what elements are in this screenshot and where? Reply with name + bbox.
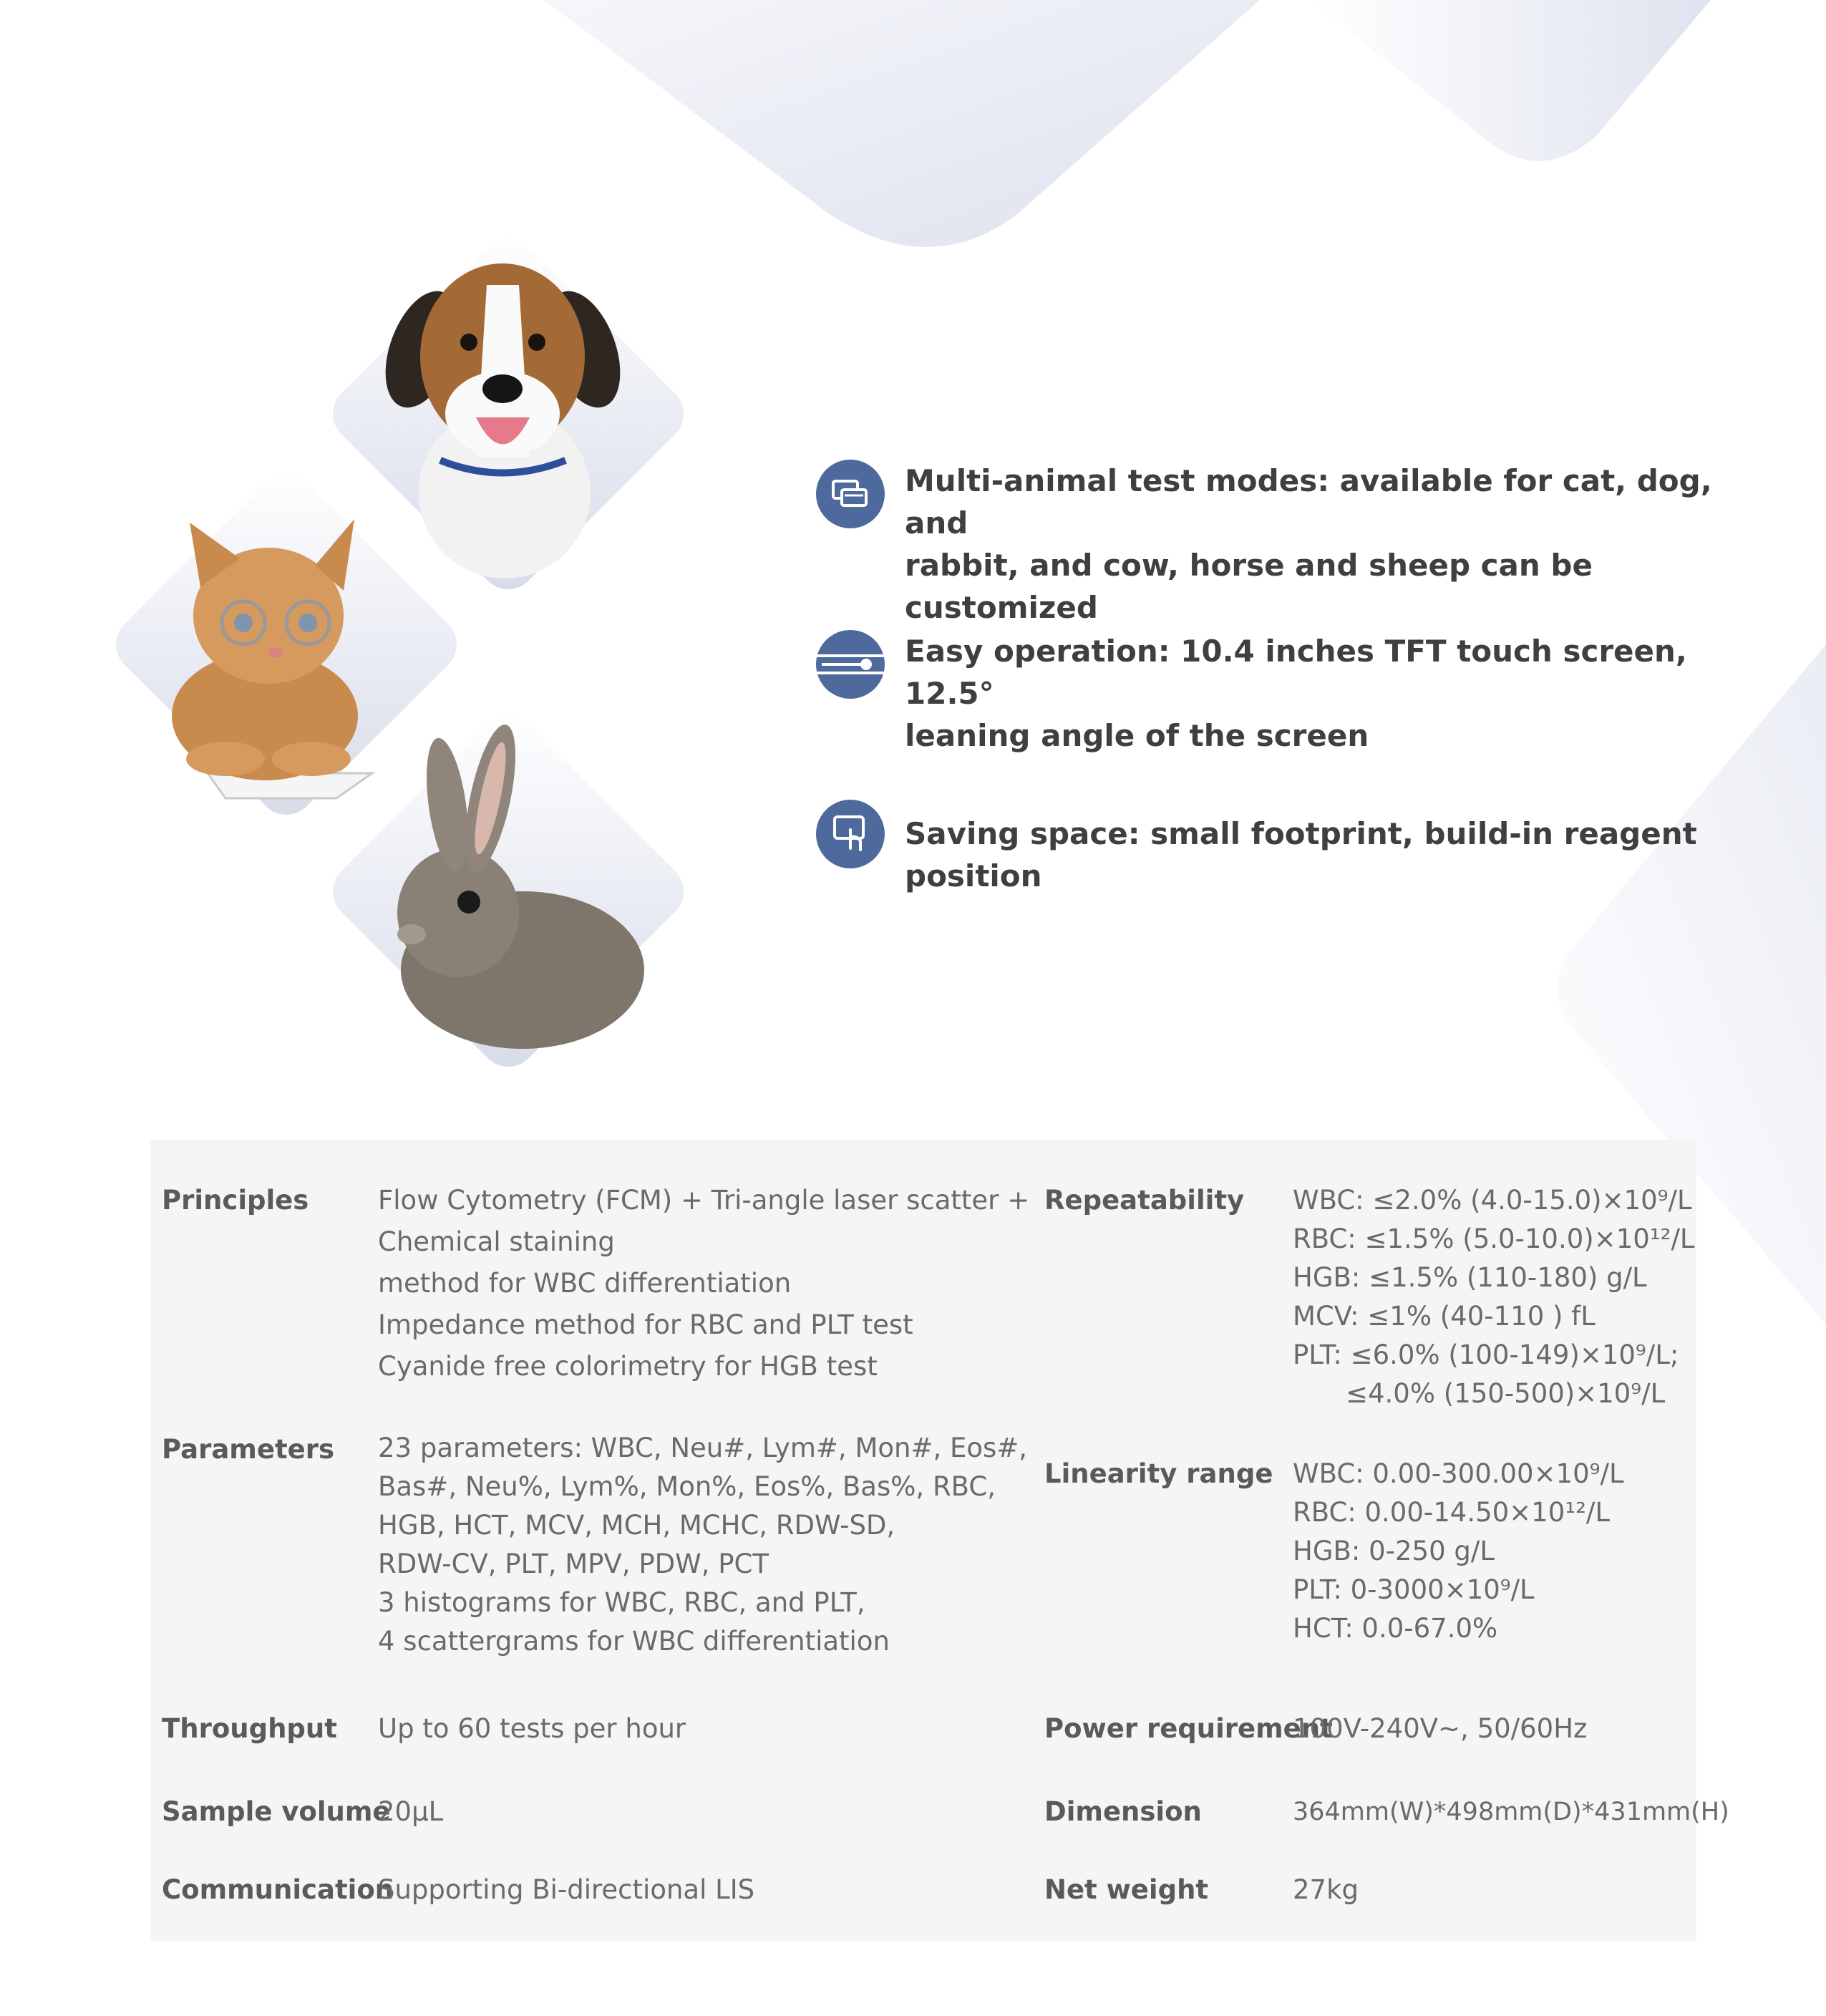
- spec-label-sample-volume: Sample volume: [162, 1796, 391, 1827]
- spec-value-communication: [378, 1869, 754, 1911]
- spec-label-principles: Principles: [162, 1185, 309, 1216]
- spec-line: 100V-240V~, 50/60Hz: [1293, 1713, 1588, 1744]
- feature-line: Multi-animal test modes: available for cat, dog, and: [905, 463, 1712, 541]
- feature-text: [905, 460, 1728, 629]
- spec-value-net-weight: [1293, 1869, 1359, 1911]
- feature-multi-animal: [816, 460, 1728, 629]
- slider-icon: [816, 630, 885, 699]
- spec-line: Bas#, Neu%, Lym%, Mon%, Eos%, Bas%, RBC,: [378, 1471, 996, 1502]
- spec-line: Up to 60 tests per hour: [378, 1713, 686, 1744]
- feature-saving-space: [816, 800, 1728, 897]
- spec-value-sample-volume: [378, 1791, 443, 1833]
- spec-line: HGB, HCT, MCV, MCH, MCHC, RDW-SD,: [378, 1510, 895, 1541]
- spec-line: 3 histograms for WBC, RBC, and PLT,: [378, 1587, 865, 1618]
- spec-value-principles: [378, 1180, 1029, 1387]
- feature-text: [905, 630, 1728, 757]
- spec-line: PLT: ≤6.0% (100-149)×10⁹/L;: [1293, 1339, 1679, 1370]
- spec-line: 20μL: [378, 1796, 444, 1827]
- spec-line: RBC: 0.00-14.50×10¹²/L: [1293, 1497, 1610, 1528]
- spec-value-dimension: [1293, 1791, 1729, 1833]
- spec-label-communication: Communication: [162, 1874, 394, 1905]
- touch-screen-icon: [816, 800, 885, 868]
- spec-value-parameters: [378, 1429, 1027, 1661]
- spec-line: PLT: 0-3000×10⁹/L: [1293, 1574, 1535, 1605]
- feature-line: Easy operation: 10.4 inches TFT touch screen, 12.5°: [905, 634, 1687, 711]
- spec-line: Chemical staining: [378, 1226, 615, 1257]
- spec-line: 27kg: [1293, 1874, 1359, 1905]
- spec-line: 4 scattergrams for WBC differentiation: [378, 1626, 890, 1657]
- spec-line: method for WBC differentiation: [378, 1268, 792, 1299]
- spec-line: WBC: 0.00-300.00×10⁹/L: [1293, 1458, 1624, 1489]
- spec-value-throughput: [378, 1708, 686, 1750]
- spec-line: HCT: 0.0-67.0%: [1293, 1613, 1498, 1644]
- spec-label-linearity-range: Linearity range: [1044, 1458, 1273, 1489]
- spec-label-dimension: Dimension: [1044, 1796, 1202, 1827]
- feature-line: Saving space: small footprint, build-in reagent position: [905, 816, 1697, 893]
- spec-line: RBC: ≤1.5% (5.0-10.0)×10¹²/L: [1293, 1223, 1695, 1254]
- spec-value-power-requirement: [1293, 1708, 1587, 1750]
- feature-line: rabbit, and cow, horse and sheep can be customized: [905, 548, 1593, 625]
- spec-label-repeatability: Repeatability: [1044, 1185, 1245, 1216]
- spec-line: Flow Cytometry (FCM) + Tri-angle laser scatter +: [378, 1185, 1030, 1216]
- spec-label-net-weight: Net weight: [1044, 1874, 1209, 1905]
- spec-value-repeatability: [1293, 1181, 1695, 1413]
- spec-value-linearity-range: [1293, 1455, 1624, 1648]
- screens-icon: [816, 460, 885, 528]
- spec-line: ≤4.0% (150-500)×10⁹/L: [1346, 1378, 1666, 1409]
- spec-line: WBC: ≤2.0% (4.0-15.0)×10⁹/L: [1293, 1185, 1692, 1216]
- spec-line: Supporting Bi-directional LIS: [378, 1874, 755, 1905]
- spec-line: 364mm(W)*498mm(D)*431mm(H): [1293, 1798, 1729, 1826]
- spec-line: Cyanide free colorimetry for HGB test: [378, 1351, 878, 1382]
- spec-line: Impedance method for RBC and PLT test: [378, 1309, 913, 1340]
- feature-easy-operation: [816, 630, 1728, 757]
- spec-line: 23 parameters: WBC, Neu#, Lym#, Mon#, Eos#,: [378, 1433, 1028, 1463]
- spec-line: HGB: 0-250 g/L: [1293, 1536, 1495, 1566]
- feature-line: leaning angle of the screen: [905, 718, 1369, 753]
- spec-line: HGB: ≤1.5% (110-180) g/L: [1293, 1262, 1647, 1293]
- spec-line: MCV: ≤1% (40-110 ) fL: [1293, 1301, 1596, 1332]
- spec-line: RDW-CV, PLT, MPV, PDW, PCT: [378, 1549, 769, 1579]
- spec-label-throughput: Throughput: [162, 1713, 337, 1744]
- spec-label-power-requirement: Power requirement: [1044, 1713, 1333, 1744]
- spec-label-parameters: Parameters: [162, 1434, 335, 1465]
- feature-text: [905, 800, 1728, 897]
- rabbit-tile: [315, 698, 701, 1085]
